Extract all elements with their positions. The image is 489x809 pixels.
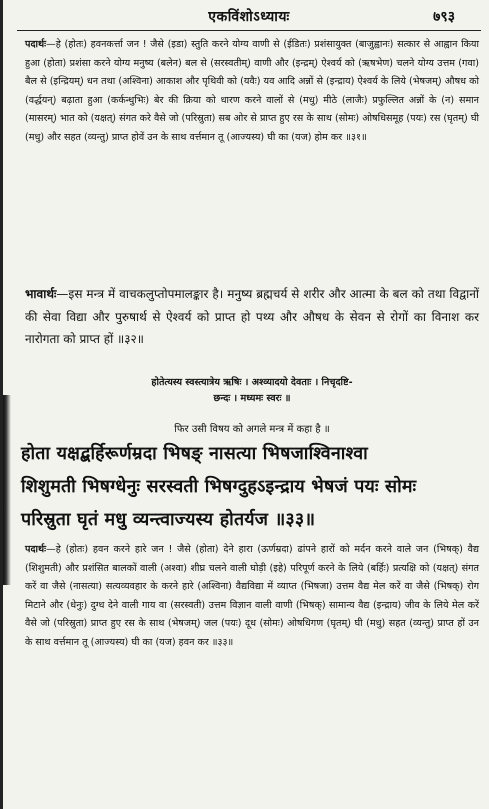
- bhavartha-text: —इस मन्त्र में वाचकलुप्तोपमालङ्कार है। मनुष्य ब्रह्मचर्य से शरीर और आत्मा के बल को तथा विद्वानों की सेवा विद्या और पुरुषार्थ से ऐश्वर्य को प्राप्त हो पथ्य और औषध के सेवन से रोगों का विनाश कर नारोगता को प्राप्त हों ॥३२॥: [25, 287, 479, 346]
- meaning-text: —हे (होतः) हवनकर्त्ता जन ! जैसे (इडा) स्तुति करने योग्य वाणी से (ईडितः) प्रशंसायुक्त (बाजुह्वानः) सत्कार से आह्वान किया हुआ (होता) प्रशंसा करने योग्य मनुष्य (बलेन) बल से (सरस्वतीम्) वाणी और (इन्द्रम्) ऐश्वर्य को (ऋषभेण) चलने योग्य उत्तम (गवा) बैल से (इन्द्रियम्) धन तथा (अश्विना) आकाश और पृथिवी को (यवैः) यव आदि अन्नों से (इन्द्राय) ऐश्वर्य के लिये (भेषजम्) औषध को (वर्द्धयन्) बढ़ाता हुआ (कर्कन्धुभिः) बेर की क्रिया को धारण करने वालों से (मधु) मीठे (लाजैः) प्रफुल्लित अन्नों के (न) समान (मासरम्) भात को (यक्षत्) संगत करे वैसे जो (परिस्रुता) सब ओर से प्राप्त हुए रस के साथ (सोमः) ओषधिसमूह (पयः) रस (घृतम्) घी (मधु) और सहत (व्यन्तु) प्राप्त होवें उन के साथ वर्त्तमान तू (आज्यस्य) घी का (यज) होम कर ॥३१॥: [25, 39, 479, 143]
- rishi-line-2: छन्दः । मध्यमः स्वरः ॥: [213, 393, 291, 404]
- page-header: [17, 4, 481, 31]
- mantra-line-3: परिस्रुता घृतं मधु व्यन्त्वाज्यस्य होतर्यज ॥३३॥: [21, 509, 316, 530]
- mantra-line-2: शिशुमती भिषग्धेनुः सरस्वती भिषग्दुहऽइन्द्राय भेषजं पयः सोमः: [21, 476, 417, 497]
- page-number: ७९३: [433, 9, 455, 25]
- intro-line: फिर उसी विषय को अगले मन्त्र में कहा है ॥: [174, 424, 330, 435]
- rishi-line-1: होतेत्यस्य स्वस्त्यात्रेय ऋषिः । अश्व्यादयो देवताः । निचृदष्टि-: [151, 377, 353, 388]
- chapter-title: एकविंशोऽध्यायः: [208, 9, 290, 25]
- meaning-text-2: —हे (होतः) हवन करने हारे जन ! जैसे (होता) देने हारा (ऊर्णम्रदा) ढांपने हारों को मर्दन करने वाले जन (भिषक्) वैद्य (शिशुमती) और प्रशंसित बालकों वाली (अश्वा) शीघ्र चलने वाली घोड़ी (इहे) परिपूर्ण करने के लिये (बर्हिः) प्रत्यक्षि को (यक्षत्) संगत करें वा जैसे (नासत्या) सत्यव्यवहार के करने हारे (अश्विना) वैद्यविद्या में व्याप्त (भिषजा) उत्तम वैद्य मेल करें वा जैसे (भिषक्) रोग मिटाने और (धेनुः) दुग्ध देने वाली गाय वा (सरस्वती) उत्तम विज्ञान वाली वाणी (भिषक्) सामान्य वैद्य (इन्द्राय) जीव के लिये मेल करें वैसे जो (परिस्रुता) प्राप्त हुए रस के साथ (भेषजम्) जल (पयः) दूध (सोमः) ओषधिगण (घृतम्) घी (मधु) सहत (व्यन्तु) प्राप्त हों उन के साथ वर्त्तमान तू (आज्यस्य) घी का (यज) हवन कर ॥३३॥: [25, 544, 479, 648]
- meaning-label-2: पदार्थः: [25, 544, 47, 555]
- mantra-line-1: होता यक्षद्बर्हिरूर्णम्रदा भिषङ् नासत्या भिषजाश्विनाश्वा: [21, 443, 368, 464]
- mantra-verse: [21, 437, 479, 536]
- meaning-label: पदार्थः: [25, 39, 47, 50]
- binding-shadow: [3, 395, 11, 585]
- rishi-devata-chhanda: [25, 375, 479, 407]
- meaning-paragraph-1: [25, 36, 479, 148]
- bhavartha-label: भावार्थः: [25, 287, 57, 301]
- meaning-paragraph-2: [25, 541, 479, 653]
- bhavartha-paragraph: [25, 283, 479, 351]
